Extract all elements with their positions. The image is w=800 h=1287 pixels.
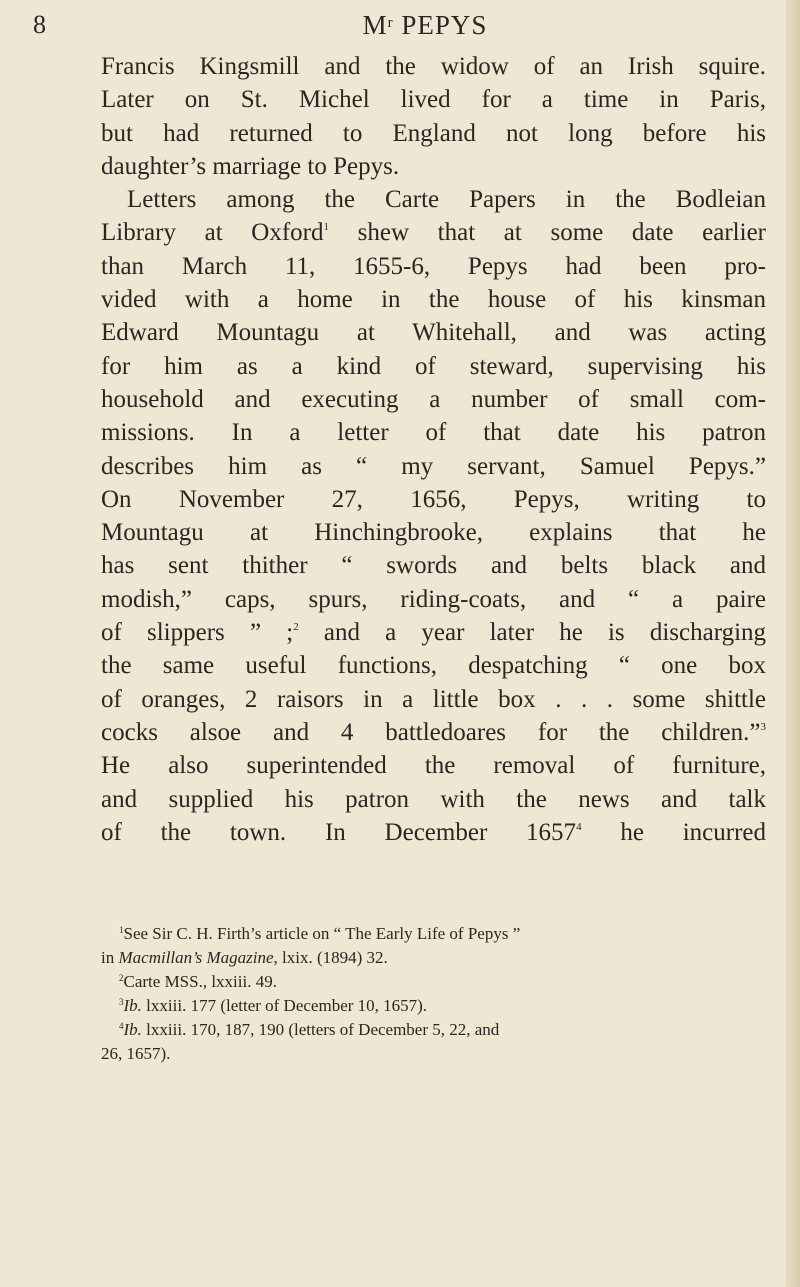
line-text: and supplied his patron with the news and talk [101, 785, 766, 813]
text-line [101, 316, 766, 349]
text-line [101, 50, 766, 83]
footnote-number: 4 [119, 1021, 124, 1031]
text-line [101, 416, 766, 449]
page-edge [786, 0, 800, 1287]
line-text: has sent thither “ swords and belts black and [101, 552, 766, 580]
line-text: cocks alsoe and 4 battledoares for the children.” [101, 718, 761, 746]
footnote-text: See Sir C. H. Firth’s article on “ The Early Life of Pepys ” [123, 924, 521, 943]
footnote-number: 2 [119, 973, 124, 983]
text-line [101, 716, 766, 749]
line-text: of the town. In December 1657 [101, 818, 577, 846]
text-line [101, 816, 766, 849]
line-text: of oranges, 2 raisors in a little box . . . some shittle [101, 685, 766, 713]
text-line [101, 483, 766, 516]
page-number: 8 [33, 10, 46, 39]
footnote-text: lxxiii. 170, 187, 190 (letters of December 5, 22, and [141, 1020, 500, 1039]
line-text: On November 27, 1656, Pepys, writing to [101, 485, 766, 513]
text-line [101, 683, 766, 716]
line-text: than March 11, 1655-6, Pepys had been pro- [101, 252, 766, 280]
line-text: He also superintended the removal of furniture, [101, 752, 766, 780]
line-text: modish,” caps, spurs, riding-coats, and “ a paire [101, 585, 766, 613]
body-text [101, 50, 766, 849]
line-text: missions. In a letter of that date his patron [101, 419, 766, 447]
footnotes [101, 922, 766, 1066]
text-line [101, 649, 766, 682]
text-line [101, 216, 766, 249]
text-line [101, 749, 766, 782]
footnote-text: in [101, 948, 119, 967]
text-line [101, 350, 766, 383]
line-text: but had returned to England not long before his [101, 119, 766, 147]
footnote-line [101, 1018, 766, 1042]
text-line [101, 250, 766, 283]
footnote-ref: 4 [576, 820, 582, 833]
line-text: of slippers ” ; [101, 619, 294, 647]
text-line [101, 583, 766, 616]
footnote-italic: Ib. [123, 996, 142, 1015]
footnote-line [101, 994, 766, 1018]
running-head-text: PEPYS [393, 10, 488, 40]
running-head-text: M [362, 10, 388, 40]
line-text: he incurred [581, 818, 767, 846]
footnote-number: 1 [119, 925, 124, 935]
line-text: Edward Mountagu at Whitehall, and was acting [101, 319, 766, 347]
line-text: describes him as “ my servant, Samuel Pepys.” [101, 452, 766, 480]
footnote-text: , lxix. (1894) 32. [273, 948, 388, 967]
line-text: Mountagu at Hinchingbrooke, explains that he [101, 519, 766, 547]
line-text: Francis Kingsmill and the widow of an Irish squire. [101, 53, 766, 80]
text-line [101, 616, 766, 649]
text-line [101, 450, 766, 483]
text-line [101, 383, 766, 416]
text-line [101, 183, 766, 216]
footnote-ref: 3 [760, 720, 766, 733]
text-line [101, 783, 766, 816]
footnote-number: 3 [119, 997, 124, 1007]
text-line [101, 283, 766, 316]
running-head [0, 10, 800, 41]
running-head-sup: r [387, 15, 394, 31]
text-line [101, 117, 766, 150]
footnote-ref: 1 [323, 221, 329, 234]
text-line [101, 83, 766, 116]
line-text: household and executing a number of small com- [101, 385, 766, 413]
line-text: daughter’s marriage to Pepys. [101, 152, 400, 180]
text-line [101, 549, 766, 582]
line-text: and a year later he is discharging [298, 619, 767, 647]
footnote-text: 26, 1657). [101, 1044, 171, 1063]
line-text: Letters among the Carte Papers in the Bodleian [127, 186, 766, 214]
footnote-line [101, 946, 766, 970]
footnote-ref: 2 [293, 621, 299, 634]
footnote-text: Carte MSS., lxxiii. 49. [123, 972, 277, 991]
text-line [101, 150, 766, 183]
footnote-line [101, 970, 766, 994]
line-text: shew that at some date earlier [329, 219, 766, 247]
line-text: for him as a kind of steward, supervising his [101, 352, 766, 380]
line-text: Later on St. Michel lived for a time in Paris, [101, 86, 766, 114]
line-text: vided with a home in the house of his kinsman [101, 286, 766, 314]
footnote-italic: Macmillan’s Magazine [118, 948, 274, 967]
text-line [101, 516, 766, 549]
footnote-line [101, 922, 766, 946]
footnote-italic: Ib. [123, 1020, 142, 1039]
footnote-text: lxxiii. 177 (letter of December 10, 1657). [141, 996, 428, 1015]
line-text: Library at Oxford [101, 219, 324, 247]
footnote-line [101, 1042, 766, 1066]
line-text: the same useful functions, despatching “ one box [101, 652, 766, 680]
